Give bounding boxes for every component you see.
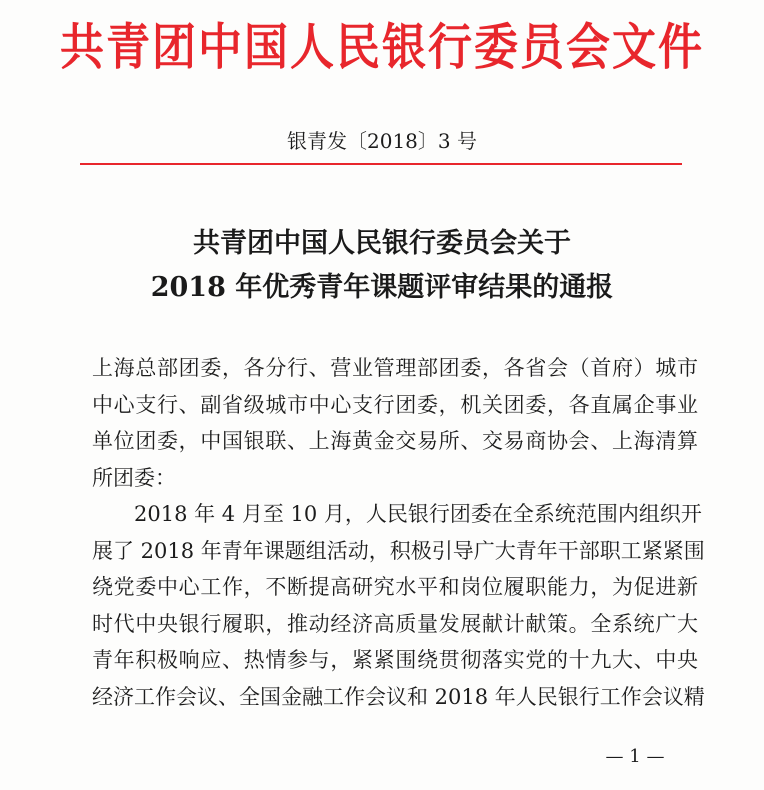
addressee-block xyxy=(92,350,698,496)
addressee-line: 所团委： xyxy=(92,465,176,490)
body-paragraph xyxy=(92,496,705,715)
addressee-line: 上海总部团委，各分行、营业管理部团委，各省会（首府）城市 xyxy=(92,356,698,380)
issuer-masthead: 共青团中国人民银行委员会文件 xyxy=(60,19,704,77)
body-line: 展了 2018 年青年课题组活动，积极引导广大青年干部职工紧紧围 xyxy=(92,538,705,563)
red-divider-rule xyxy=(80,163,682,165)
page-number: — 1 — xyxy=(605,746,665,767)
body-line: 时代中央银行履职，推动经济高质量发展献计献策。全系统广大 xyxy=(92,611,698,636)
body-line: 青年积极响应、热情参与，紧紧围绕贯彻落实党的十九大、中央 xyxy=(92,648,698,672)
document-title xyxy=(0,222,764,310)
addressee-line: 中心支行、副省级城市中心支行团委，机关团委，各直属企事业 xyxy=(92,392,698,417)
title-line-2: 2018 年优秀青年课题评审结果的通报 xyxy=(150,272,614,303)
body-line: 绕党委中心工作，不断提高研究水平和岗位履职能力，为促进新 xyxy=(92,575,698,599)
title-line-1: 共青团中国人民银行委员会关于 xyxy=(193,228,571,259)
body-line: 2018 年 4 月至 10 月，人民银行团委在全系统范围内组织开 xyxy=(134,502,702,526)
addressee-line: 单位团委，中国银联、上海黄金交易所、交易商协会、上海清算 xyxy=(92,429,698,453)
body-line: 经济工作会议、全国金融工作会议和 2018 年人民银行工作会议精 xyxy=(92,684,705,709)
document-number: 银青发〔2018〕3 号 xyxy=(287,129,477,153)
